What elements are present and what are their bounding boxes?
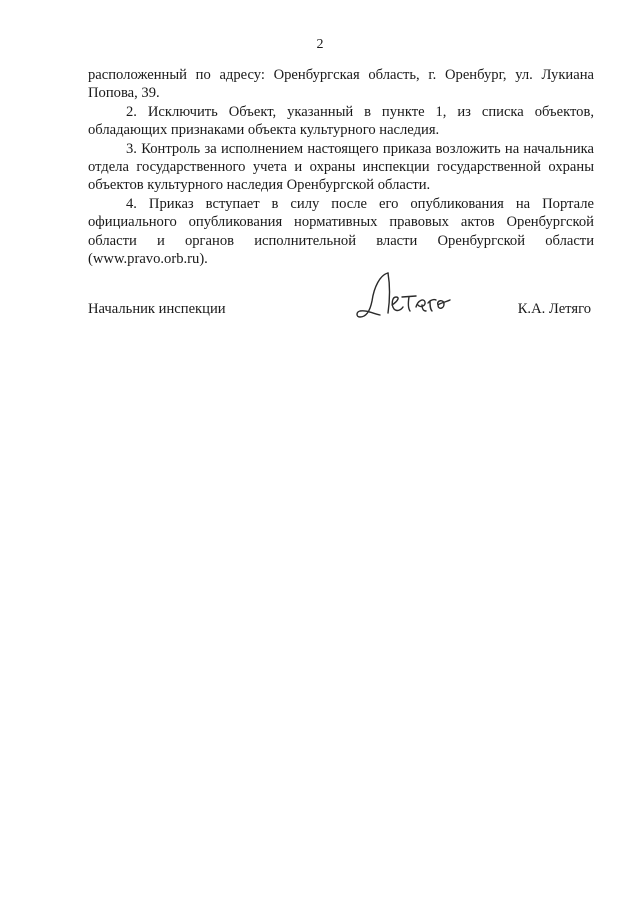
paragraph-address-continuation: расположенный по адресу: Оренбургская область, г. Оренбург, ул. Лукиана Попова, 39. [88, 67, 594, 102]
page-number: 2 [316, 37, 324, 52]
paragraph-item-3: 3. Контроль за исполнением настоящего приказа возложить на начальника отдела государственного учета и охраны инспекции государственной охраны объектов культурного наследия Оренбургской области. [88, 140, 594, 194]
signatory-name: К.А. Летяго [517, 301, 591, 317]
signatory-title: Начальник инспекции [88, 301, 226, 317]
signature-block [88, 295, 594, 335]
document-body [88, 66, 594, 268]
paragraph-item-2: 2. Исключить Объект, указанный в пункте 1, из списка объектов, обладающих признаками объекта культурного наследия. [88, 103, 594, 139]
handwritten-signature [350, 267, 460, 327]
paragraph-item-4: 4. Приказ вступает в силу после его опубликования на Портале официального опубликования нормативных правовых актов Оренбургской области и органов исполнительной власти Оренбургской области (www.pravo.orb.ru). [88, 195, 594, 268]
